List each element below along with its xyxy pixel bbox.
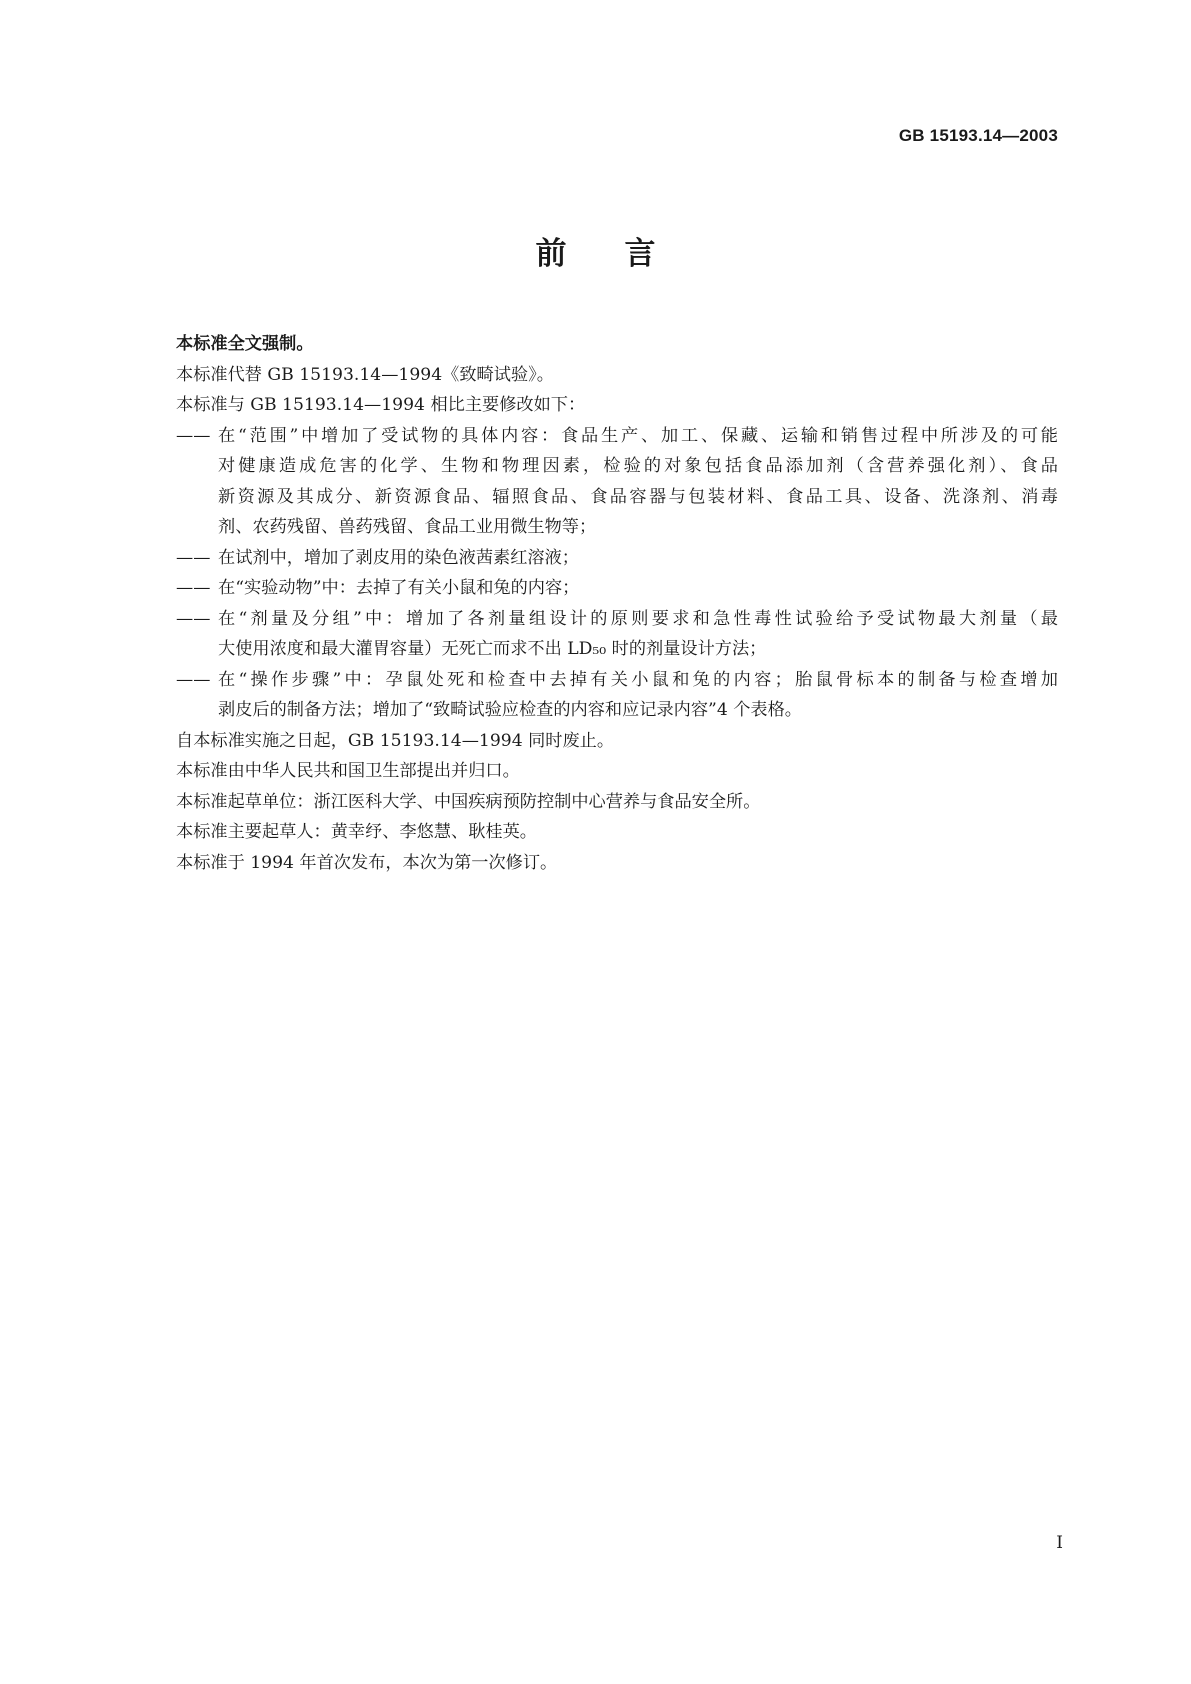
change-line: 在“实验动物”中：去掉了有关小鼠和兔的内容； (218, 578, 580, 598)
change-item-animals (176, 573, 1058, 604)
change-line: 剥皮后的制备方法；增加了“致畸试验应检查的内容和应记录内容”4 个表格。 (218, 700, 802, 720)
change-line: 新资源及其成分、新资源食品、辐照食品、食品容器与包装材料、食品工具、设备、洗涤剂、消毒 (218, 486, 1058, 507)
change-item-procedure (176, 665, 1058, 726)
dash-marker: —— (176, 425, 211, 446)
dash-marker: —— (176, 669, 211, 690)
repeal-statement: 自本标准实施之日起，GB 15193.14—1994 同时废止。 (176, 730, 615, 751)
change-item-dosage (176, 604, 1058, 665)
mandatory-statement: 本标准全文强制。 (176, 334, 314, 354)
publication-history: 本标准于 1994 年首次发布，本次为第一次修订。 (176, 852, 558, 873)
foreword-body (176, 329, 1058, 878)
replaces-statement: 本标准代替 GB 15193.14—1994《致畸试验》。 (176, 364, 554, 385)
page-number: I (1056, 1533, 1063, 1553)
change-line: 在“操作步骤”中：孕鼠处死和检查中去掉有关小鼠和兔的内容；胎鼠骨标本的制备与检查增加 (218, 669, 1058, 690)
drafters: 本标准主要起草人：黄幸纾、李悠慧、耿桂英。 (176, 822, 537, 842)
standard-code: GB 15193.14—2003 (898, 126, 1058, 145)
change-line: 对健康造成危害的化学、生物和物理因素，检验的对象包括食品添加剂（含营养强化剂）、食品 (218, 456, 1058, 476)
changes-intro: 本标准与 GB 15193.14—1994 相比主要修改如下： (176, 395, 586, 415)
change-line: 大使用浓度和最大灌胃容量）无死亡而求不出 LD₅₀ 时的剂量设计方法； (218, 639, 767, 659)
change-line: 在试剂中，增加了剥皮用的染色液茜素红溶液； (218, 547, 579, 568)
change-line: 剂、农药残留、兽药残留、食品工业用微生物等； (218, 517, 597, 537)
dash-marker: —— (176, 608, 211, 629)
page-title: 前言 (535, 236, 714, 272)
change-line: 在“剂量及分组”中：增加了各剂量组设计的原则要求和急性毒性试验给予受试物最大剂量（最 (218, 608, 1058, 629)
change-item-reagents (176, 543, 1058, 574)
dash-marker: —— (176, 547, 211, 568)
dash-marker: —— (176, 578, 211, 598)
drafting-units: 本标准起草单位：浙江医科大学、中国疾病预防控制中心营养与食品安全所。 (176, 791, 761, 812)
change-item-scope (176, 421, 1058, 543)
proposer-statement: 本标准由中华人民共和国卫生部提出并归口。 (176, 761, 520, 781)
change-line: 在“范围”中增加了受试物的具体内容：食品生产、加工、保藏、运输和销售过程中所涉及的可能 (218, 425, 1058, 446)
